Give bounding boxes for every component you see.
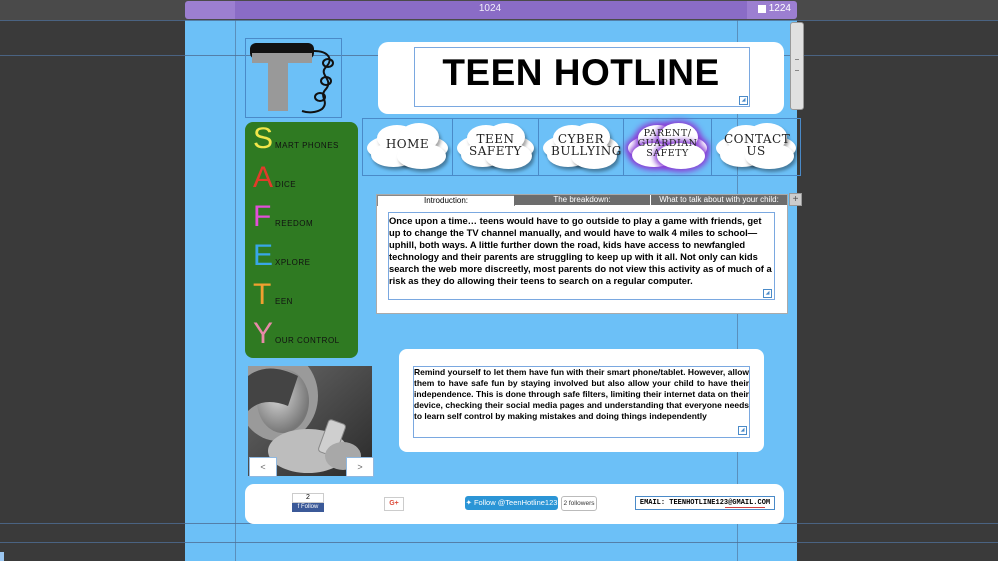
slideshow-next-button[interactable]: > xyxy=(346,457,374,477)
parent-tip-frame[interactable] xyxy=(413,366,750,438)
acrostic-letter: T xyxy=(253,278,272,311)
acrostic-row xyxy=(253,202,313,240)
facebook-follow-widget[interactable] xyxy=(292,493,322,511)
guide-line xyxy=(0,20,998,21)
nav-item-teen-safety[interactable] xyxy=(452,118,539,176)
acrostic-row xyxy=(253,124,339,162)
acrostic-letter: A xyxy=(253,161,274,194)
acrostic-word: REEDOM xyxy=(275,219,314,228)
google-plus-button[interactable]: G+ xyxy=(384,497,404,511)
slideshow-prev-button[interactable]: < xyxy=(249,457,277,477)
nav-item-contact-us[interactable] xyxy=(711,118,801,176)
twitter-follow-button[interactable] xyxy=(465,496,558,510)
introduction-text: Once upon a time… teens would have to go outside to play a game with friends, get up to change the TV channel manually, and would have to walk 4 miles to school—uphill, both ways. A little further down the road, kids have access to newfangled technology and their parents are struggling to keep up with it all. Not only can kids search the web more discreetly, most parents do not view this activity as of much of a risk as they do allowing their teens to search on a regular computer. xyxy=(389,215,772,286)
tab-breakdown[interactable]: The breakdown: xyxy=(514,195,650,205)
facebook-follow-button[interactable] xyxy=(292,503,324,512)
phone-t-logo-icon xyxy=(246,39,341,117)
parent-tip-text: Remind yourself to let them have fun with their smart phone/tablet. However, allow them to have safe fun by staying involved but also allow your child to have their independence. This is done through safe filters, limiting their internet data on their device, checking their social media pages and understanding that everyone needs to learn self control by making mistakes and doing things independently xyxy=(414,367,749,421)
acrostic-word: MART PHONES xyxy=(275,141,339,150)
acrostic-row xyxy=(253,241,310,279)
resize-handle-icon[interactable]: ◢ xyxy=(763,289,772,298)
breakpoint-label: 1224 xyxy=(768,3,791,14)
breakpoint-square-icon xyxy=(758,5,766,13)
site-title: TEEN HOTLINE xyxy=(442,52,720,93)
facebook-follow-label: Follow xyxy=(301,504,319,510)
acrostic-letter: S xyxy=(253,122,274,155)
acrostic-letter: Y xyxy=(253,317,274,350)
twitter-bird-icon: ✦ xyxy=(465,498,474,507)
nav-item-cyber-bullying[interactable] xyxy=(538,118,624,176)
guide-line xyxy=(0,542,998,543)
add-tab-button[interactable]: + xyxy=(789,193,802,206)
corner-marker xyxy=(0,552,4,561)
vertical-scrollbar[interactable] xyxy=(790,22,804,110)
acrostic-word: XPLORE xyxy=(275,258,311,267)
email-underline xyxy=(725,507,765,508)
resize-handle-icon[interactable]: ◢ xyxy=(738,426,747,435)
tab-talk-about[interactable]: What to talk about with your child: xyxy=(651,195,787,205)
breakpoint-ruler[interactable] xyxy=(185,1,797,19)
acrostic-row xyxy=(253,319,340,357)
nav-label: PARENT/ GUARDIAN SAFETY xyxy=(637,128,698,159)
nav-label: CONTACT US xyxy=(724,132,791,158)
editor-top-ruler xyxy=(0,0,998,20)
acrostic-word: DICE xyxy=(275,180,297,189)
contact-email[interactable]: EMAIL: TEENHOTLINE123@GMAIL.COM xyxy=(635,496,775,510)
twitter-follow-label: Follow @TeenHotline123 xyxy=(473,498,558,507)
facebook-count: 2 xyxy=(292,493,324,503)
acrostic-letter: F xyxy=(253,200,272,233)
breakpoint-indicator[interactable] xyxy=(758,3,791,14)
tab-introduction[interactable]: Introduction: xyxy=(377,195,515,206)
acrostic-letter: E xyxy=(253,239,274,272)
ruler-width-label: 1024 xyxy=(478,3,502,14)
acrostic-row xyxy=(253,280,293,318)
acrostic-row xyxy=(253,163,296,201)
tab-content-frame[interactable] xyxy=(388,212,775,300)
acrostic-word: EEN xyxy=(275,297,293,306)
nav-label: TEEN SAFETY xyxy=(469,132,522,158)
nav-label: HOME xyxy=(385,137,430,151)
scrollbar-grip-icon xyxy=(795,59,799,71)
guide-line xyxy=(235,20,236,561)
acrostic-word: OUR CONTROL xyxy=(275,336,340,345)
nav-item-parent-guardian-safety[interactable] xyxy=(623,118,712,176)
nav-item-home[interactable] xyxy=(362,118,453,176)
resize-handle-icon[interactable]: ◢ xyxy=(739,96,748,105)
site-logo[interactable] xyxy=(245,38,342,118)
twitter-follower-count: 2 followers xyxy=(561,496,597,511)
facebook-icon: f xyxy=(297,504,301,510)
nav-label: CYBER BULLYING xyxy=(551,132,622,158)
